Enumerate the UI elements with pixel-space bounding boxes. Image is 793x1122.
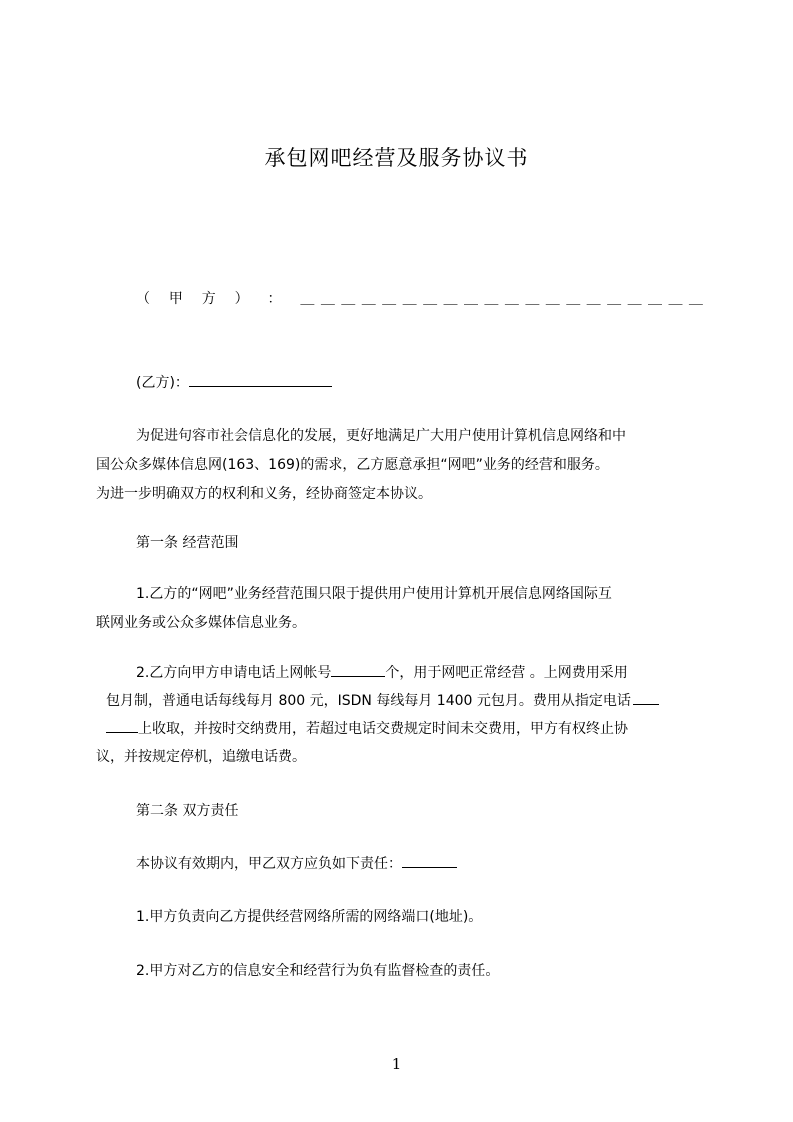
phone-blank-b — [106, 718, 138, 733]
party-a-blank: ＿ ＿ ＿ ＿ ＿ ＿ ＿ ＿ ＿ ＿ ＿ ＿ ＿ ＿ ＿ ＿ ＿ ＿ ＿ ＿ — [300, 291, 704, 307]
document-title: 承包网吧经营及服务协议书 — [264, 146, 529, 170]
article-1-item-1-line-2: 联网业务或公众多媒体信息业务。 — [96, 615, 306, 631]
article-1-item-1-line-1: 1.乙方的“网吧”业务经营范围只限于提供用户使用计算机开展信息网络国际互 — [136, 586, 612, 602]
intro-line-3: 为进一步明确双方的权利和义务，经协商签定本协议。 — [96, 486, 432, 502]
party-b-line — [136, 372, 332, 392]
party-a-label-char: 方 — [201, 291, 216, 307]
item-2-text-b: 个，用于网吧正常经营 。上网费用采用 — [385, 665, 628, 681]
intro-line-2: 国公众多媒体信息网(163、169)的需求，乙方愿意承担“网吧”业务的经营和服务。 — [96, 457, 609, 473]
party-a-label-char: （ — [136, 291, 150, 307]
article-2-intro — [136, 853, 457, 873]
party-a-label-char: 甲 — [168, 291, 183, 307]
party-b-blank — [189, 372, 332, 387]
page-number: 1 — [391, 1055, 402, 1073]
article-2-heading: 第二条 双方责任 — [136, 803, 239, 819]
party-a-line — [136, 288, 704, 308]
party-a-label-char: ） — [234, 291, 249, 307]
item-2-text-a: 2.乙方向甲方申请电话上网帐号 — [136, 665, 332, 681]
intro-line-1: 为促进句容市社会信息化的发展，更好地满足广大用户使用计算机信息网络和中 — [136, 428, 626, 444]
article-2-intro-text: 本协议有效期内，甲乙双方应负如下责任： — [136, 856, 402, 872]
item-2-text-d: 上收取，并按时交纳费用，若超过电话交费规定时间未交费用，甲方有权终止协 — [138, 721, 628, 737]
article-1-item-2-line-3 — [106, 718, 628, 738]
article-2-item-2: 2.甲方对乙方的信息安全和经营行为负有监督检查的责任。 — [136, 963, 500, 979]
article-1-item-2-line-2 — [106, 690, 659, 710]
item-2-text-c: 包月制，普通电话每线每月 800 元，ISDN 每线每月 1400 元包月。费用从指定电话 — [106, 693, 631, 709]
responsibility-blank — [402, 853, 457, 868]
account-count-blank — [331, 662, 385, 677]
phone-blank-a — [633, 690, 659, 705]
article-2-item-1: 1.甲方负责向乙方提供经营网络所需的网络端口(地址)。 — [136, 909, 483, 925]
party-a-label-char: ： — [267, 291, 282, 307]
article-1-item-2-line-4: 议，并按规定停机，追缴电话费。 — [96, 749, 306, 765]
party-b-label: (乙方)： — [136, 375, 189, 391]
article-1-item-2-line-1 — [136, 662, 628, 682]
article-1-heading: 第一条 经营范围 — [136, 535, 239, 551]
